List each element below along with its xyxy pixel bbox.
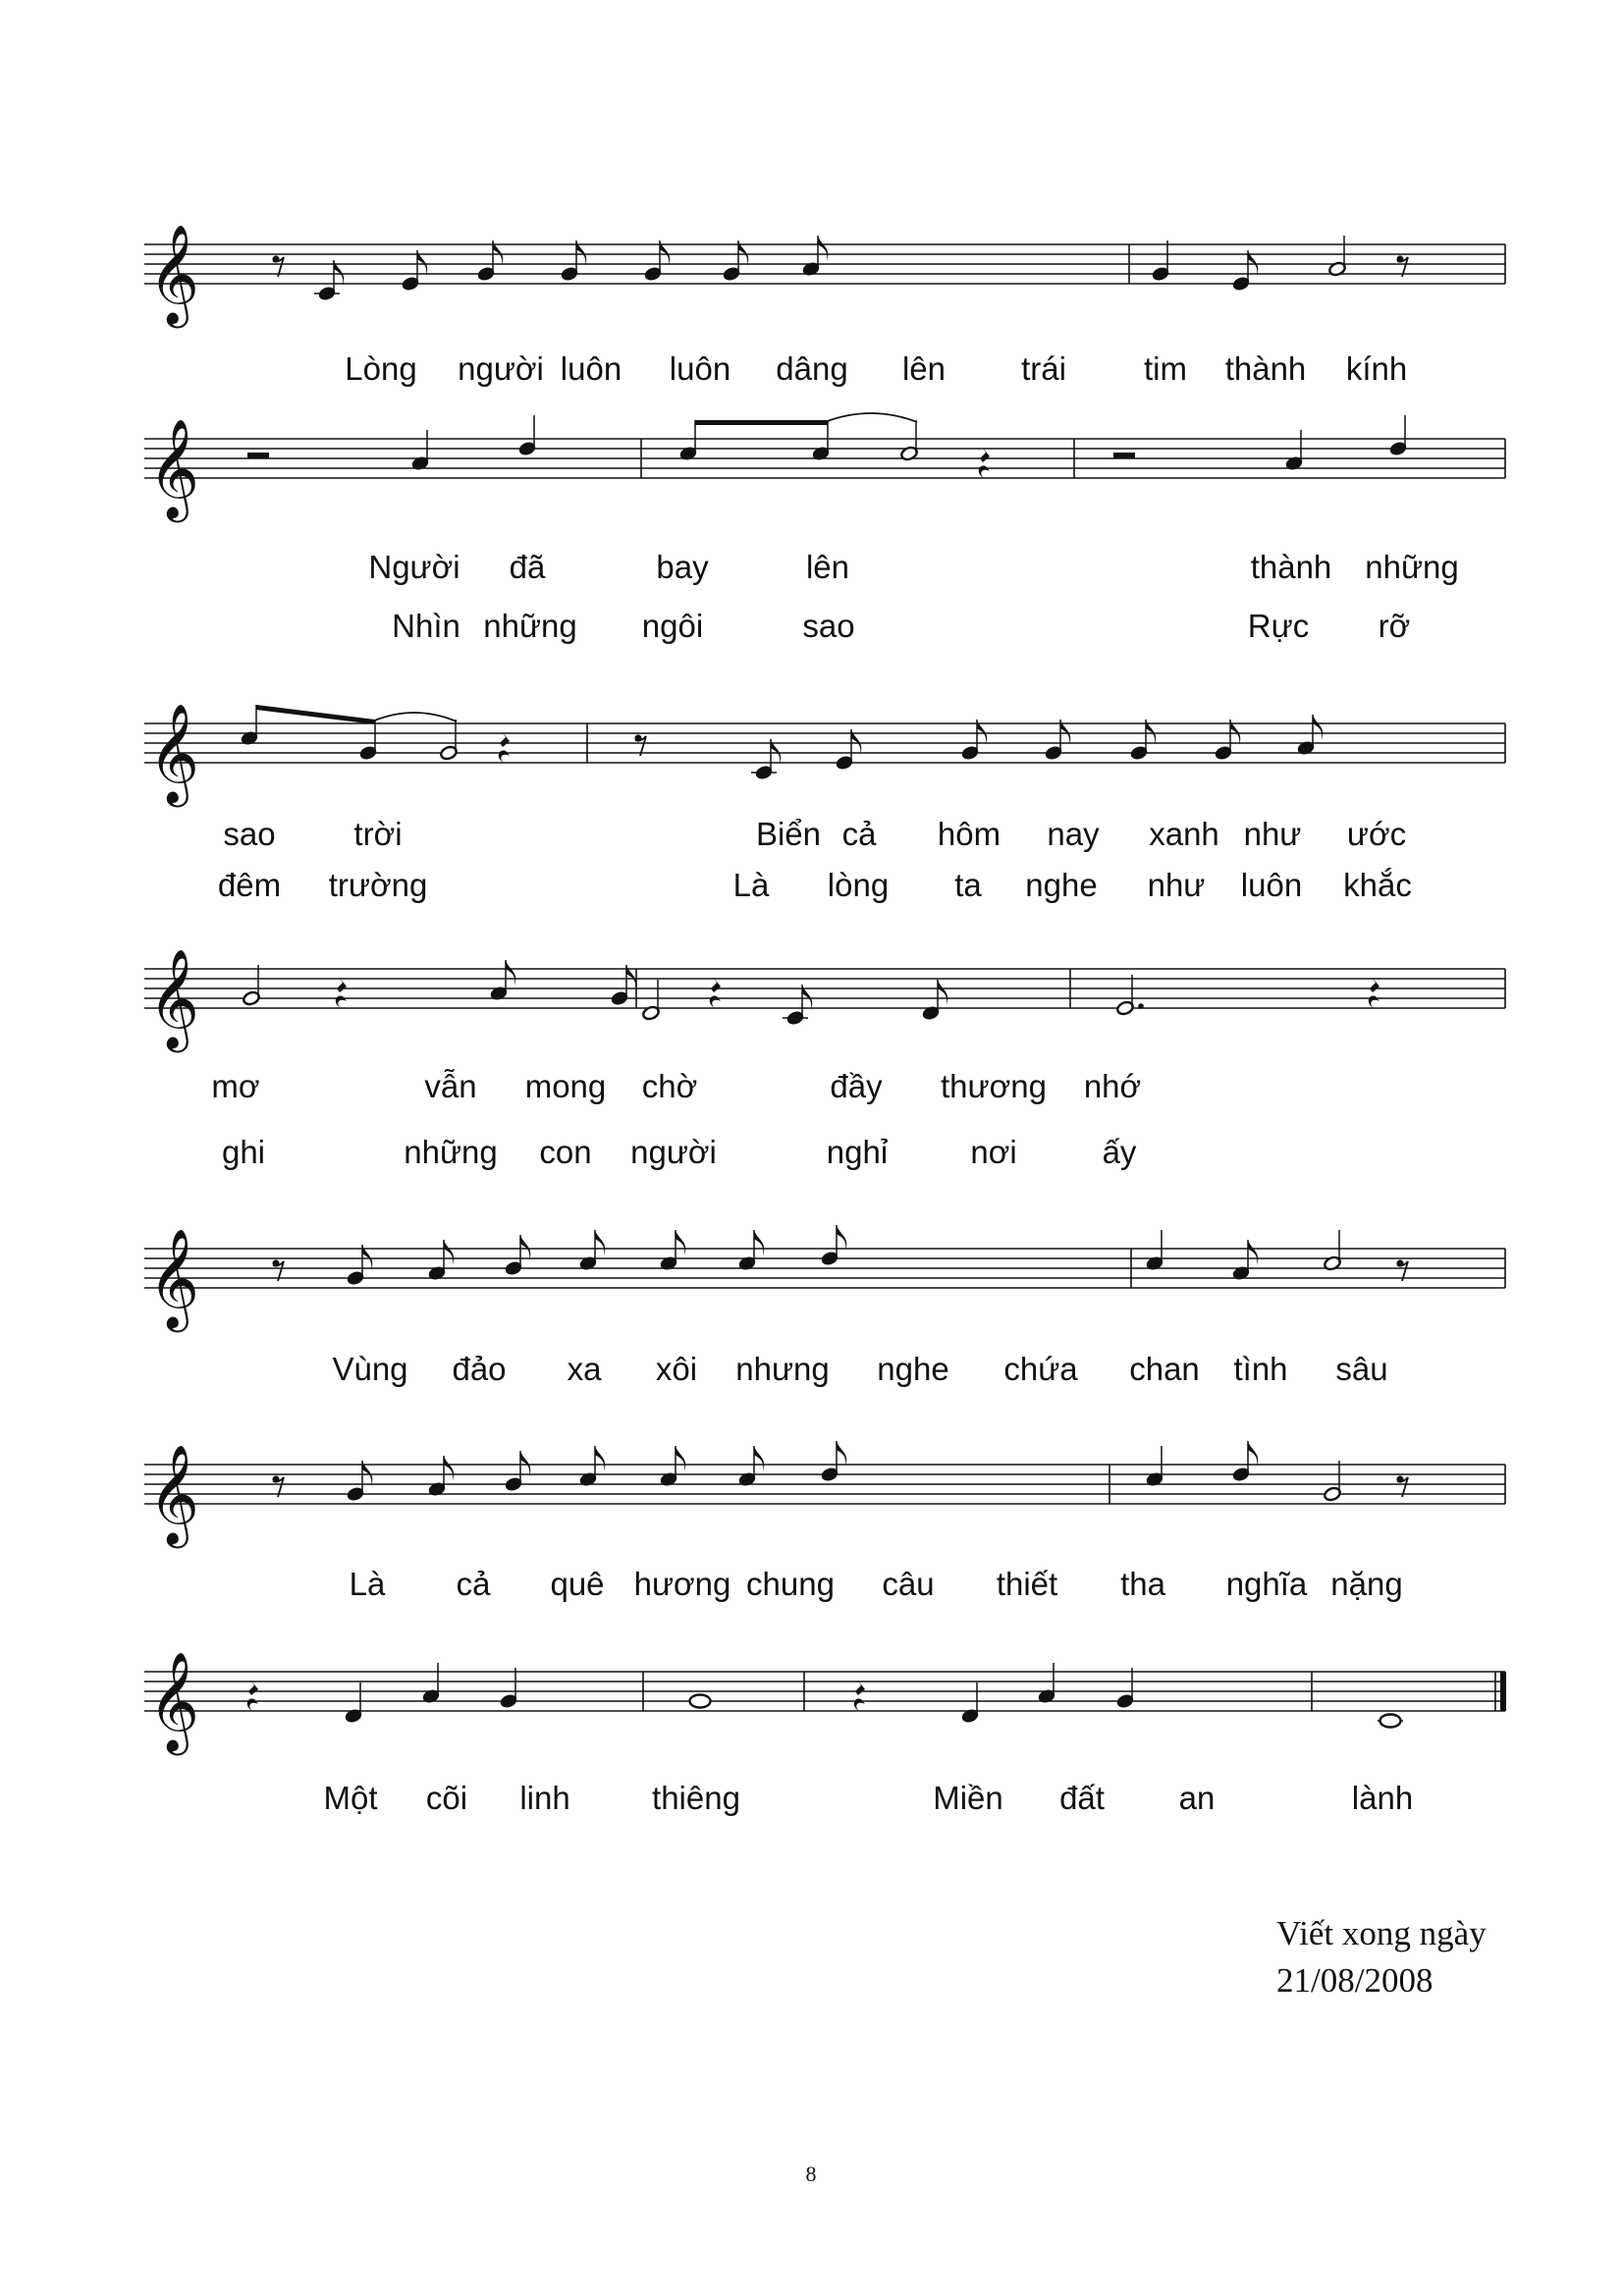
beam: [256, 705, 375, 724]
treble-clef: 𝄞: [148, 1650, 200, 1751]
lyric-syllable: những: [404, 1134, 498, 1170]
lyric-syllable: linh: [519, 1780, 570, 1816]
augmentation-dot: [1138, 1003, 1144, 1009]
eighth-flag: [595, 1230, 605, 1255]
lyric-syllable: thương: [941, 1068, 1047, 1104]
lyric-syllable: an: [1178, 1780, 1216, 1816]
lyric-syllable: như: [1243, 816, 1302, 852]
lyric-syllable: những: [1365, 549, 1459, 585]
lyric-syllable: bay: [656, 549, 709, 585]
lyric-syllable: đã: [509, 549, 546, 585]
lyric-syllable: mong: [524, 1068, 607, 1104]
lyric-syllable: nặng: [1330, 1566, 1403, 1602]
slur: [825, 413, 917, 422]
final-barline-thick: [1500, 1672, 1506, 1711]
lyric-syllable: Lòng: [345, 350, 417, 387]
eighth-flag: [595, 1446, 605, 1471]
lyric-syllable: Một: [323, 1780, 378, 1816]
lyric-syllable: kính: [1345, 350, 1408, 387]
lyric-syllable: hương: [633, 1566, 731, 1602]
lyric-syllable: tim: [1144, 350, 1187, 387]
lyric-syllable: hôm: [937, 816, 1001, 852]
lyric-syllable: nay: [1047, 816, 1100, 852]
lyric-syllable: nghe: [877, 1351, 949, 1387]
lyric-syllable: luôn: [669, 350, 731, 387]
quarter-rest: [710, 977, 721, 1008]
lyric-syllable: Biển: [755, 816, 822, 852]
lyric-syllable: chung: [746, 1566, 835, 1602]
lyric-syllable: thành: [1250, 549, 1332, 585]
lyric-syllable: Nhìn: [392, 608, 460, 644]
lyric-syllable: sâu: [1335, 1351, 1388, 1387]
half-rest: [247, 453, 269, 458]
treble-clef: 𝄞: [148, 702, 200, 803]
half-rest: [1113, 453, 1135, 458]
lyric-syllable: tha: [1120, 1566, 1165, 1602]
lyric-syllable: đất: [1059, 1780, 1105, 1816]
treble-clef: 𝄞: [148, 417, 200, 518]
quarter-rest: [979, 447, 990, 478]
completion-date: 21/08/2008: [1276, 1961, 1434, 2000]
lyric-syllable: Miền: [933, 1780, 1003, 1816]
lyric-syllable: luôn: [1240, 867, 1303, 903]
eighth-flag: [676, 1446, 685, 1471]
treble-clef: 𝄞: [148, 1443, 200, 1544]
lyric-syllable: lên: [901, 350, 947, 387]
lyric-syllable: nhớ: [1083, 1068, 1142, 1104]
eighth-flag: [1248, 1441, 1258, 1467]
lyric-syllable: ngôi: [641, 608, 704, 644]
eighth-flag: [837, 1225, 846, 1251]
lyric-syllable: lành: [1351, 1780, 1414, 1816]
lyric-syllable: Là: [349, 1566, 386, 1602]
lyric-syllable: câu: [882, 1566, 935, 1602]
lyric-syllable: nghỉ: [826, 1134, 889, 1170]
eighth-flag: [506, 960, 515, 986]
eighth-flag: [754, 1446, 764, 1471]
quarter-rest: [854, 1680, 865, 1711]
eighth-flag: [520, 1451, 530, 1476]
eighth-flag: [1248, 1240, 1258, 1265]
lyric-syllable: ấy: [1102, 1134, 1137, 1170]
lyric-syllable: trường: [328, 867, 428, 903]
lyric-syllable: thiết: [996, 1566, 1058, 1602]
lyric-syllable: xanh: [1149, 816, 1219, 852]
lyric-syllable: nghe: [1025, 867, 1098, 903]
lyric-syllable: dâng: [776, 350, 848, 387]
eighth-flag: [520, 1235, 530, 1260]
eighth-flag: [818, 236, 828, 261]
lyric-syllable: Người: [368, 549, 460, 585]
lyric-syllable: những: [483, 608, 577, 644]
lyric-syllable: sao: [802, 608, 855, 644]
eighth-flag: [676, 1230, 685, 1255]
lyric-syllable: ước: [1346, 816, 1407, 852]
lyric-syllable: quê: [550, 1566, 605, 1602]
completion-note: Viết xong ngày: [1276, 1914, 1487, 1952]
eighth-flag: [1313, 715, 1323, 740]
page-number: 8: [805, 2162, 817, 2186]
lyric-syllable: trái: [1021, 350, 1066, 387]
lyric-syllable: sao: [223, 816, 276, 852]
treble-clef: 𝄞: [148, 947, 200, 1048]
eighth-flag: [938, 980, 947, 1005]
lyric-syllable: thành: [1224, 350, 1307, 387]
lyric-syllable: Là: [732, 867, 770, 903]
treble-clef: 𝄞: [148, 1227, 200, 1328]
lyric-syllable: cả: [456, 1566, 491, 1602]
lyric-syllable: khắc: [1343, 867, 1412, 903]
lyric-syllable: mơ: [211, 1068, 260, 1104]
lyric-syllable: nhưng: [735, 1351, 830, 1387]
lyric-syllable: ghi: [221, 1134, 266, 1170]
lyric-syllable: xa: [567, 1351, 602, 1387]
quarter-rest: [336, 977, 347, 1008]
lyric-syllable: tình: [1233, 1351, 1288, 1387]
lyric-syllable: chứa: [1003, 1351, 1078, 1387]
lyric-syllable: nghĩa: [1225, 1566, 1308, 1602]
lyric-syllable: nơi: [970, 1134, 1017, 1170]
treble-clef: 𝄞: [148, 223, 200, 324]
lyric-syllable: cõi: [425, 1780, 468, 1816]
lyric-syllable: xôi: [655, 1351, 698, 1387]
lyric-syllable: ta: [954, 867, 982, 903]
lyric-syllable: vẫn: [424, 1068, 477, 1104]
eighth-flag: [754, 1230, 764, 1255]
lyric-syllable: lên: [805, 549, 850, 585]
lyric-syllable: Vùng: [332, 1351, 408, 1387]
lyric-syllable: cả: [841, 816, 877, 852]
lyric-syllable: luôn: [560, 350, 622, 387]
quarter-rest: [1369, 977, 1380, 1008]
beam: [695, 420, 828, 425]
lyric-syllable: con: [539, 1134, 592, 1170]
slur: [372, 713, 457, 721]
lyric-syllable: người: [458, 350, 544, 387]
lyric-syllable: lòng: [827, 867, 890, 903]
lyric-syllable: chan: [1129, 1351, 1200, 1387]
lyric-syllable: thiêng: [652, 1780, 740, 1816]
lyric-syllable: Rực: [1247, 608, 1310, 644]
lyric-syllable: đảo: [452, 1351, 507, 1387]
quarter-rest: [499, 731, 510, 763]
lyric-syllable: rỡ: [1378, 608, 1411, 644]
quarter-rest: [247, 1680, 258, 1711]
eighth-flag: [837, 1441, 846, 1467]
lyric-syllable: trời: [353, 816, 403, 852]
lyric-syllable: đầy: [830, 1068, 883, 1104]
lyric-syllable: chờ: [641, 1068, 698, 1104]
lyric-syllable: như: [1147, 867, 1206, 903]
eighth-flag: [444, 1240, 454, 1265]
lyric-syllable: đêm: [217, 867, 282, 903]
eighth-flag: [444, 1456, 454, 1481]
lyric-syllable: người: [630, 1134, 717, 1170]
